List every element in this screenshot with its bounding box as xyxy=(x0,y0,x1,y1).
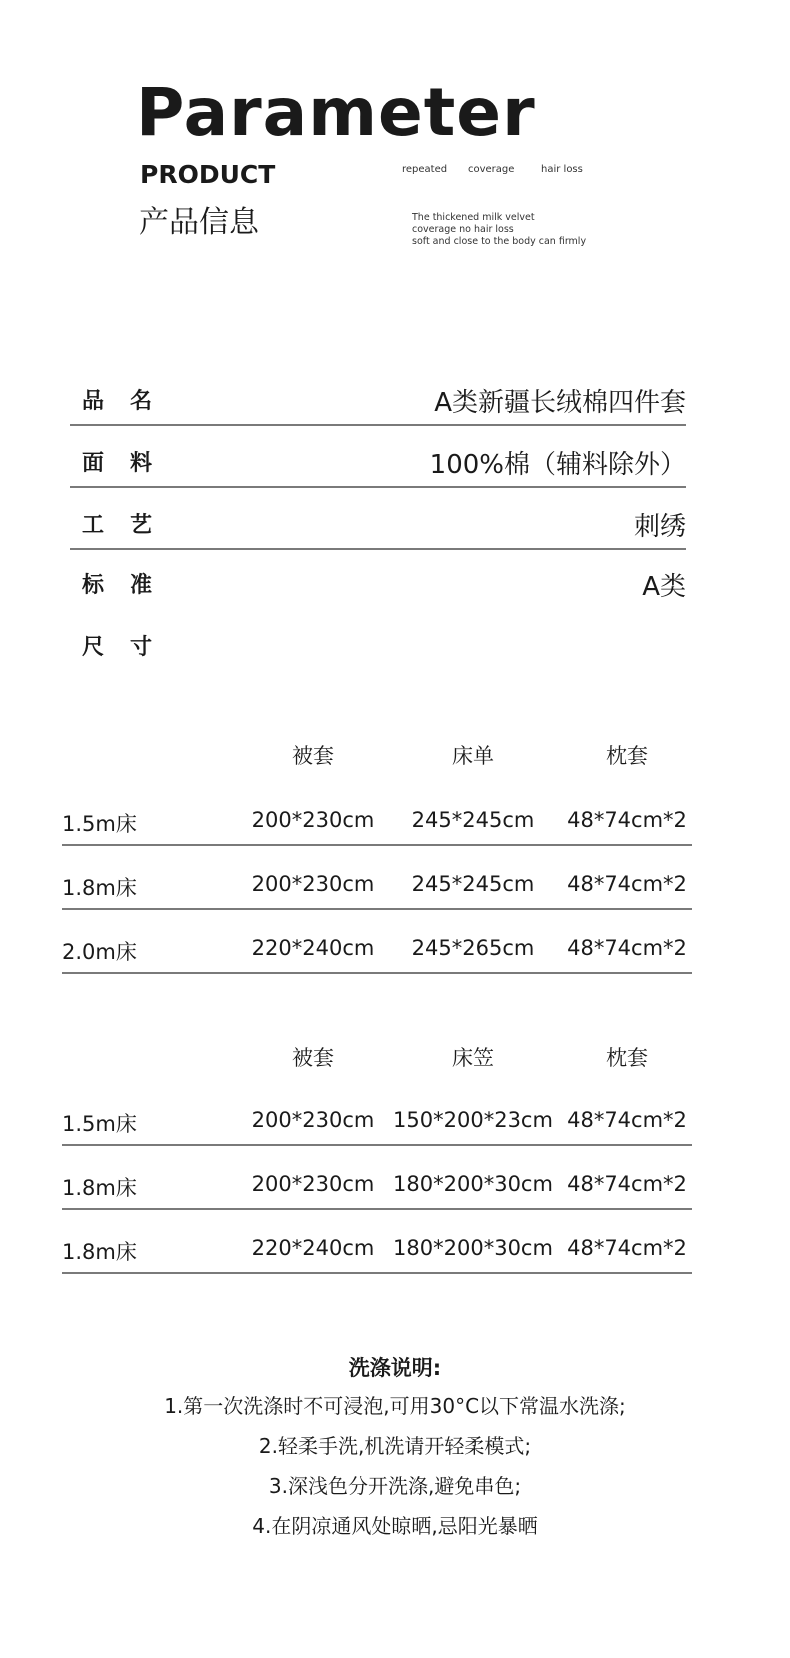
param-label: 标准 xyxy=(82,573,179,598)
bed-size: 1.8m床 xyxy=(62,876,137,900)
table-row xyxy=(62,1210,692,1274)
table1-header-pillowcase: 枕套 xyxy=(606,744,648,768)
table1-header-duvet: 被套 xyxy=(292,744,334,768)
sheet-size: 245*245cm xyxy=(411,808,535,832)
table-row xyxy=(62,1146,692,1210)
washing-item: 1.第一次洗涤时不可浸泡,可用30°C以下常温水洗涤; xyxy=(164,1394,626,1418)
param-label: 面料 xyxy=(82,451,179,476)
duvet-size: 200*230cm xyxy=(251,872,375,896)
bed-size: 2.0m床 xyxy=(62,940,137,964)
param-label: 品名 xyxy=(82,389,179,414)
param-value: A类新疆长绒棉四件套 xyxy=(434,388,686,418)
product-description xyxy=(412,212,586,248)
page-cn-title: 产品信息 xyxy=(139,205,259,240)
description-line: The thickened milk velvet xyxy=(412,212,535,223)
fitted-sheet-size: 180*200*30cm xyxy=(393,1172,553,1196)
pillowcase-size: 48*74cm*2 xyxy=(567,1236,687,1260)
pillowcase-size: 48*74cm*2 xyxy=(567,872,687,896)
duvet-size: 200*230cm xyxy=(251,1108,375,1132)
table2-header-pillowcase: 枕套 xyxy=(606,1046,648,1070)
table-row xyxy=(62,846,692,910)
table-row xyxy=(62,1082,692,1146)
page-subtitle: PRODUCT xyxy=(140,160,276,189)
tag-repeated: repeated xyxy=(402,164,448,175)
tag-hair-loss: hair loss xyxy=(541,164,583,175)
sheet-size: 245*245cm xyxy=(411,872,535,896)
table-row xyxy=(62,782,692,846)
fitted-sheet-size: 180*200*30cm xyxy=(393,1236,553,1260)
param-row-craft xyxy=(70,488,686,550)
bed-size: 1.5m床 xyxy=(62,812,137,836)
pillowcase-size: 48*74cm*2 xyxy=(567,1108,687,1132)
duvet-size: 220*240cm xyxy=(251,936,375,960)
tag-coverage: coverage xyxy=(468,164,515,175)
param-row-standard xyxy=(70,548,686,610)
param-value: 刺绣 xyxy=(633,512,686,542)
param-row-name xyxy=(70,364,686,426)
table1-header-sheet: 床单 xyxy=(452,744,494,768)
pillowcase-size: 48*74cm*2 xyxy=(567,1172,687,1196)
param-value: A类 xyxy=(642,572,686,602)
bed-size: 1.5m床 xyxy=(62,1112,137,1136)
param-row-size xyxy=(70,610,686,672)
washing-item: 2.轻柔手洗,机洗请开轻柔模式; xyxy=(258,1434,532,1458)
pillowcase-size: 48*74cm*2 xyxy=(567,936,687,960)
table2-header-fitted-sheet: 床笠 xyxy=(452,1046,494,1070)
param-label: 工艺 xyxy=(82,513,179,538)
washing-title: 洗涤说明: xyxy=(348,1356,442,1380)
duvet-size: 200*230cm xyxy=(251,808,375,832)
pillowcase-size: 48*74cm*2 xyxy=(567,808,687,832)
page-title: Parameter xyxy=(136,74,536,151)
table-row xyxy=(62,910,692,974)
fitted-sheet-size: 150*200*23cm xyxy=(393,1108,553,1132)
divider xyxy=(62,1272,692,1274)
divider xyxy=(62,972,692,974)
duvet-size: 220*240cm xyxy=(251,1236,375,1260)
param-value: 100%棉（辅料除外） xyxy=(429,450,686,480)
description-line: coverage no hair loss xyxy=(412,224,514,235)
param-row-fabric xyxy=(70,426,686,488)
bed-size: 1.8m床 xyxy=(62,1240,137,1264)
description-line: soft and close to the body can firmly xyxy=(412,236,587,247)
param-label: 尺寸 xyxy=(82,635,179,660)
duvet-size: 200*230cm xyxy=(251,1172,375,1196)
sheet-size: 245*265cm xyxy=(411,936,535,960)
bed-size: 1.8m床 xyxy=(62,1176,137,1200)
washing-item: 4.在阴凉通风处晾晒,忌阳光暴晒 xyxy=(252,1514,538,1538)
washing-item: 3.深浅色分开洗涤,避免串色; xyxy=(268,1474,522,1498)
table2-header-duvet: 被套 xyxy=(292,1046,334,1070)
